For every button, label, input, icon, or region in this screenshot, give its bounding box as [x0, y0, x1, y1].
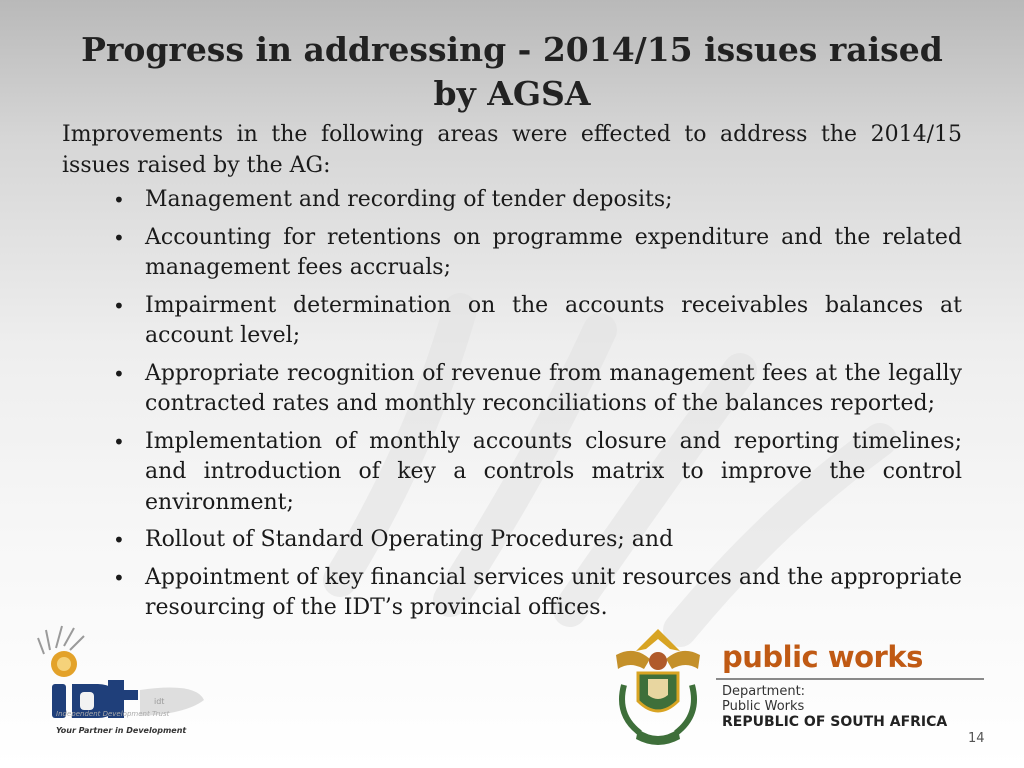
- bullet-icon: •: [113, 188, 125, 212]
- list-item: • Rollout of Standard Operating Procedures; and: [145, 525, 962, 556]
- department-name: Department: Public Works: [722, 684, 806, 714]
- idt-logo-text: idt: [154, 697, 165, 706]
- coat-of-arms-icon: [610, 625, 706, 750]
- bullet-icon: •: [113, 225, 125, 250]
- slide-title: Progress in addressing - 2014/15 issues raised by AGSA: [81, 30, 943, 113]
- idt-subtitle: Independent Development Trust: [56, 710, 170, 718]
- slide-body: [62, 120, 962, 631]
- idt-logo-icon: [36, 620, 226, 740]
- country-name: REPUBLIC OF SOUTH AFRICA: [722, 714, 948, 730]
- list-item: • Impairment determination on the accounts receivables balances at account level;: [113, 292, 962, 348]
- bullet-icon: •: [113, 361, 125, 386]
- list-item: • Implementation of monthly accounts closure and reporting timelines; and introduction of key a controls matrix to improve the control environment;: [113, 428, 962, 515]
- public-works-title: public works: [722, 640, 923, 674]
- list-item: • Management and recording of tender deposits;: [145, 185, 962, 216]
- list-item: • Accounting for retentions on programme expenditure and the related management fees accruals;: [113, 224, 962, 280]
- bullet-icon: •: [113, 565, 125, 590]
- intro-paragraph: Improvements in the following areas were effected to address the 2014/15 issues raised by the AG:: [62, 122, 962, 178]
- bullet-icon: •: [113, 528, 125, 552]
- page-number: 14: [968, 731, 985, 746]
- bullet-icon: •: [113, 429, 125, 454]
- list-item: • Appointment of key financial services unit resources and the appropriate resourcing of the IDT’s provincial offices.: [113, 564, 962, 620]
- list-item: • Appropriate recognition of revenue from management fees at the legally contracted rates and monthly reconciliations of the balances reported;: [113, 360, 962, 416]
- public-works-divider: [716, 678, 984, 680]
- bullet-list: [62, 185, 962, 624]
- idt-tagline: Your Partner in Development: [56, 726, 187, 735]
- bullet-icon: •: [113, 293, 125, 318]
